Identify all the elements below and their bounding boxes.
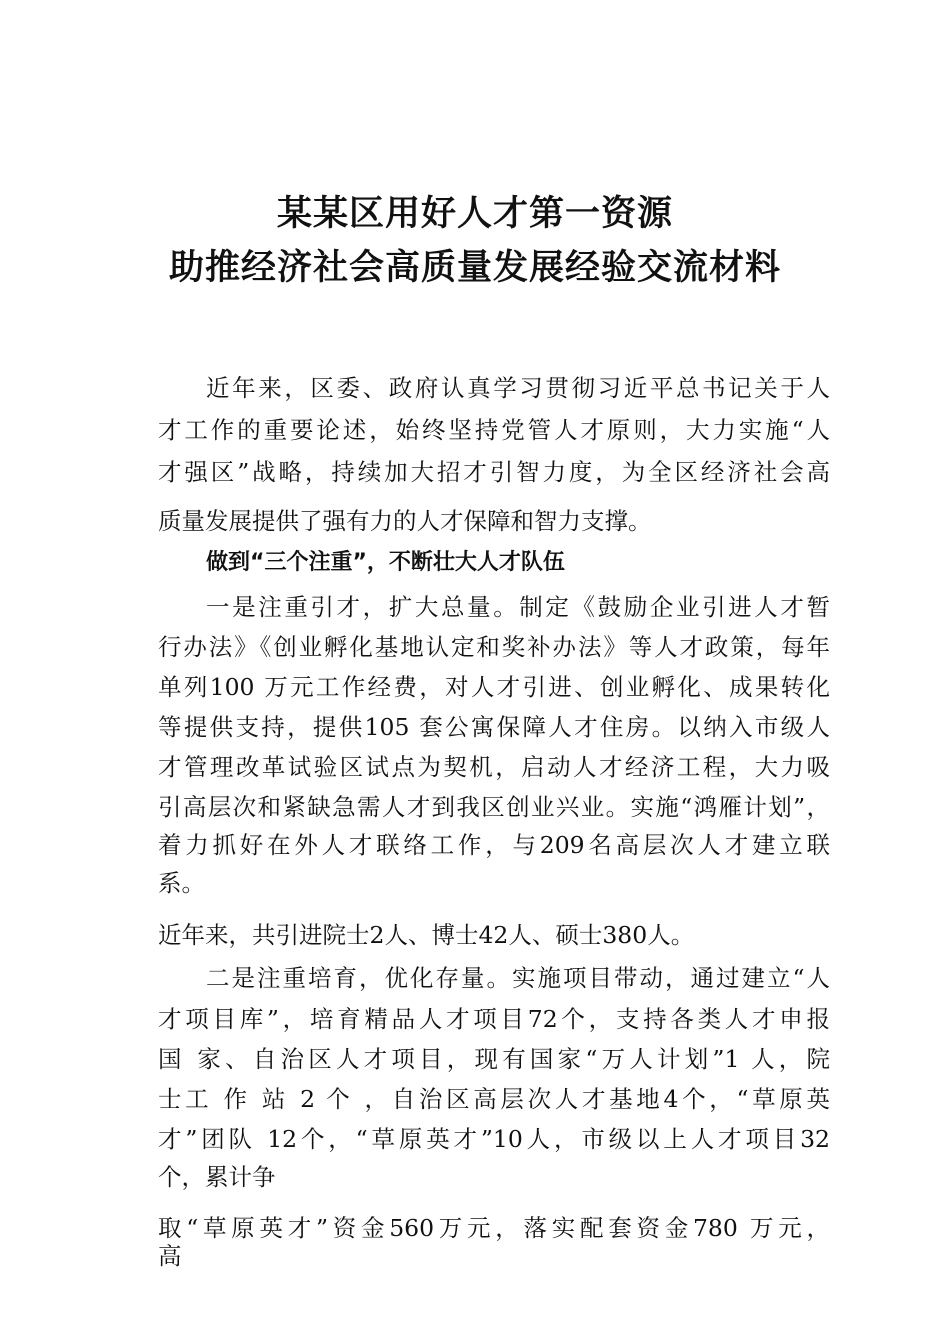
text-line: 才项目库”，培育精品人才项目72个，支持各类人才申报 <box>158 1005 830 1033</box>
text-line: 才管理改革试验区试点为契机，启动人才经济工程，大力吸 <box>158 753 830 781</box>
text-line: 才工作的重要论述，始终坚持党管人才原则，大力实施“人 <box>158 416 830 444</box>
text-line: 质量发展提供了强有力的人才保障和智力支撑。 <box>158 507 652 535</box>
text-line: 行办法》《创业孵化基地认定和奖补办法》等人才政策，每年 <box>158 633 830 661</box>
text-line: 高 <box>158 1242 182 1270</box>
text-line: 才强区”战略，持续加大招才引智力度，为全区经济社会高 <box>158 458 830 486</box>
document-title-line2: 助推经济社会高质量发展经验交流材料 <box>168 247 781 288</box>
text-line: 国 家、自治区人才项目，现有国家“万人计划”1 人，院 <box>158 1045 830 1073</box>
text-line: 单列100 万元工作经费，对人才引进、创业孵化、成果转化 <box>158 673 830 701</box>
text-line: 着力抓好在外人才联络工作，与209名高层次人才建立联 <box>158 831 830 859</box>
text-line: 等提供支持，提供105 套公寓保障人才住房。以纳入市级人 <box>158 713 830 741</box>
text-line: 近年来，区委、政府认真学习贯彻习近平总书记关于人 <box>206 374 830 402</box>
text-line: 才”团队 12个，“草原英才”10人，市级以上人才项目32 <box>158 1125 830 1153</box>
stats-line: 近年来，共引进院士2人、博士42人、硕士380人。 <box>158 921 695 949</box>
text-line: 二是注重培育，优化存量。实施项目带动，通过建立“人 <box>206 964 830 992</box>
text-line: 引高层次和紧缺急需人才到我区创业兴业。实施“鸿雁计划”， <box>158 793 830 821</box>
text-line: 士工 作 站 2 个 ，自治区高层次人才基地4个，“草原英 <box>158 1085 830 1113</box>
text-line: 取“草原英才”资金560万元，落实配套资金780 万元， <box>158 1214 830 1242</box>
text-line: 一是注重引才，扩大总量。制定《鼓励企业引进人才暂 <box>206 593 830 621</box>
text-line: 个，累计争 <box>158 1163 276 1191</box>
section-heading: 做到“三个注重”，不断壮大人才队伍 <box>206 550 565 575</box>
document-title-line1: 某某区用好人才第一资源 <box>276 193 673 234</box>
text-line: 系。 <box>158 869 205 897</box>
